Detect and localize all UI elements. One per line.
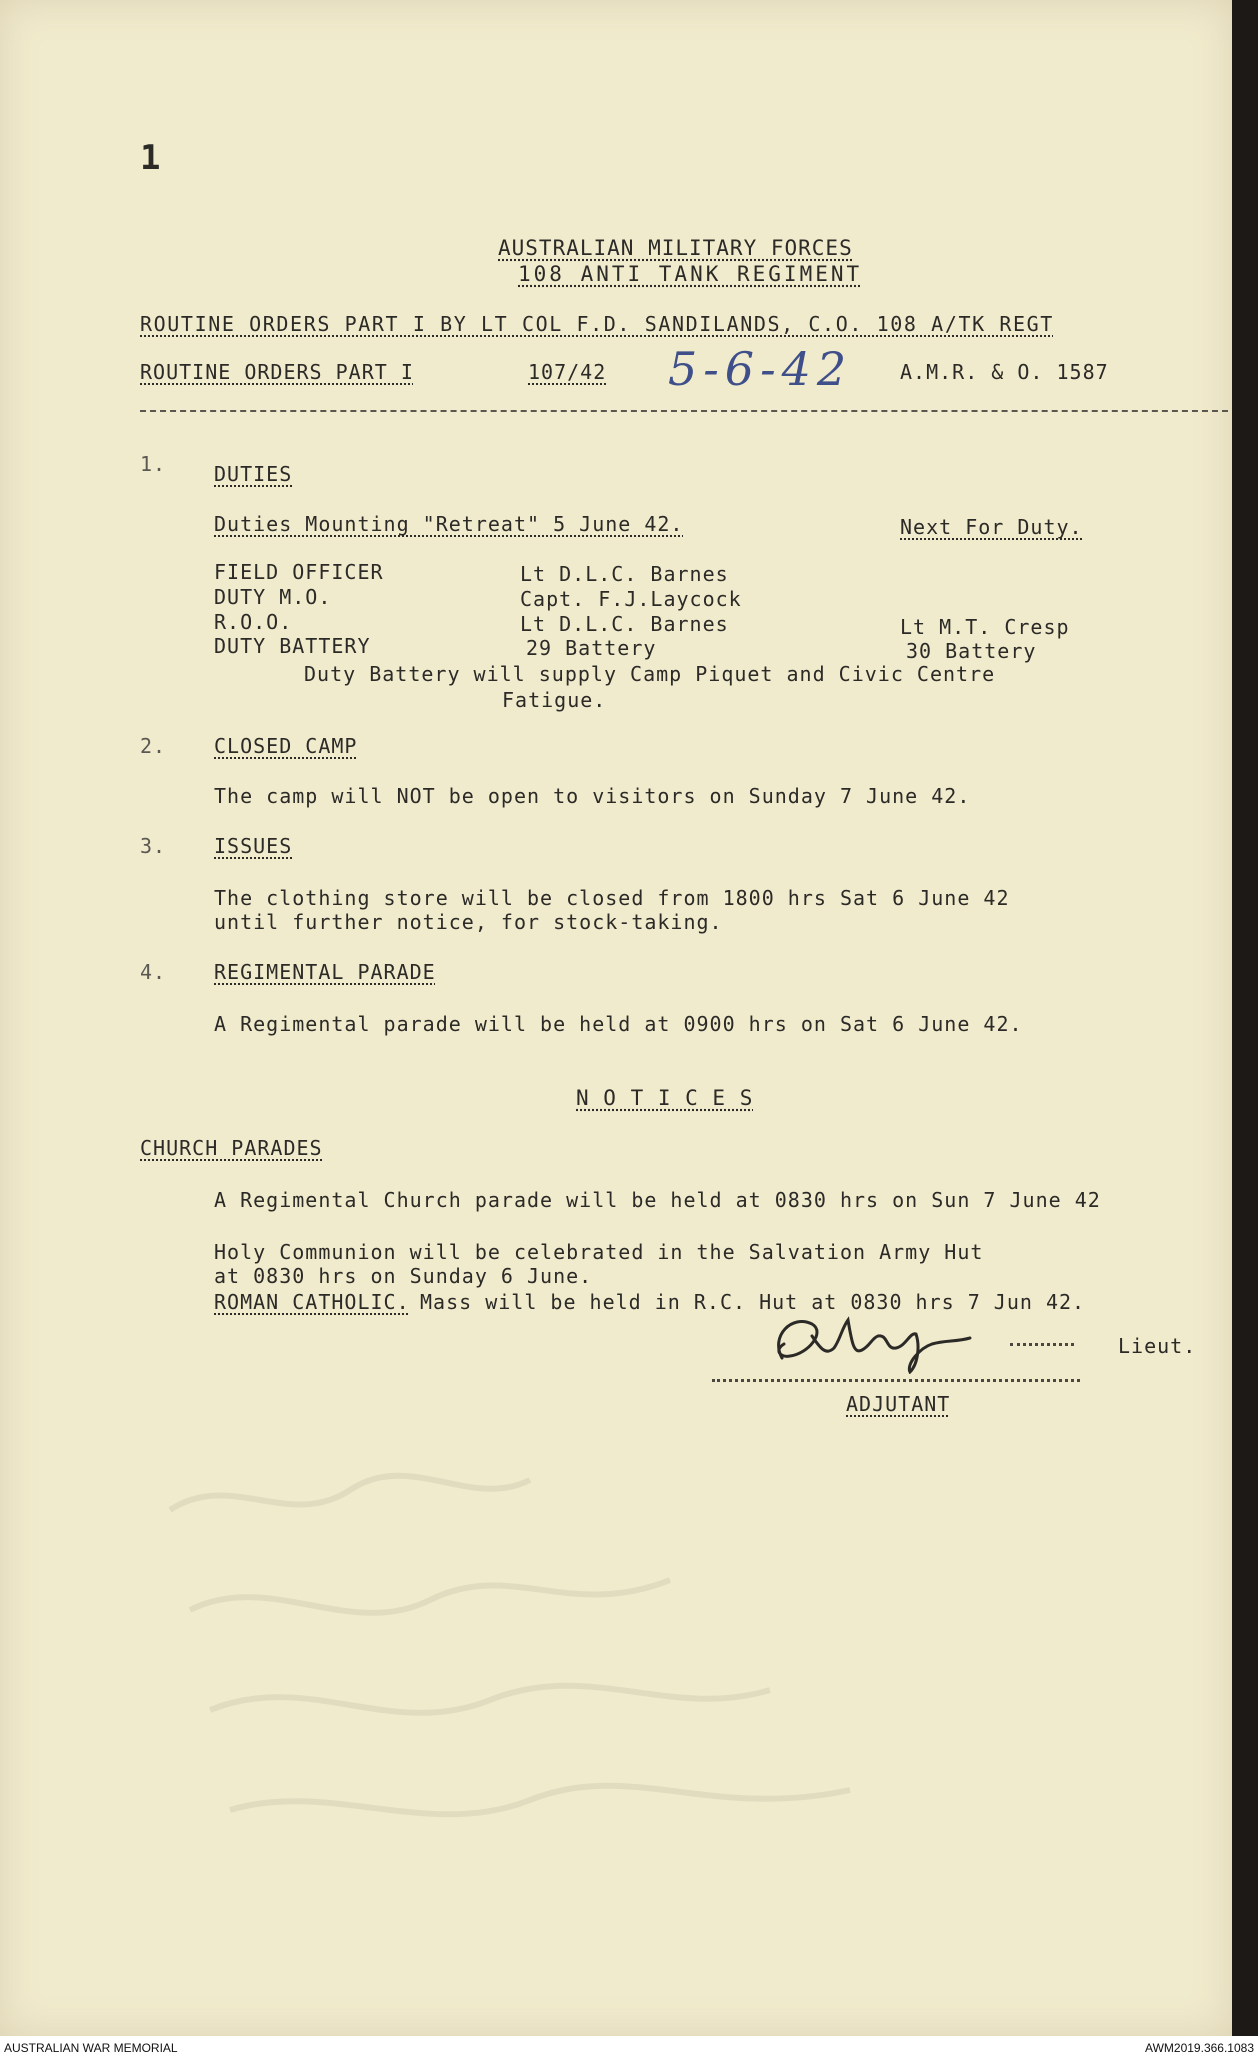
duty-row-role: DUTY BATTERY	[214, 634, 371, 658]
bleed-through-handwriting	[150, 1450, 950, 1970]
issues-text-line2: until further notice, for stock-taking.	[214, 910, 723, 934]
archive-footer	[0, 2036, 1258, 2061]
duty-row-current: Capt. F.J.Laycock	[520, 587, 742, 611]
issues-text-line1: The clothing store will be closed from 1800 hrs Sat 6 June 42	[214, 886, 1010, 910]
heading-forces: AUSTRALIAN MILITARY FORCES	[498, 236, 853, 260]
closed-camp-text: The camp will NOT be open to visitors on Sunday 7 June 42.	[214, 784, 971, 808]
footer-catalogue-id: AWM2019.366.1083	[1145, 2041, 1254, 2055]
routine-orders-part-line: ROUTINE ORDERS PART I	[140, 360, 414, 384]
duty-row-next: 30 Battery	[906, 639, 1037, 663]
section-4-title: REGIMENTAL PARADE	[214, 960, 436, 984]
signature-dotted-line	[712, 1379, 1080, 1382]
duty-row-current: Lt D.L.C. Barnes	[520, 562, 729, 586]
church-parade-text: A Regimental Church parade will be held at 0830 hrs on Sun 7 June 42	[214, 1188, 1101, 1212]
order-number: 107/42	[528, 360, 607, 384]
holy-communion-line1: Holy Communion will be celebrated in the Salvation Army Hut	[214, 1240, 984, 1264]
scan-edge	[1232, 0, 1258, 2036]
roman-catholic-text: Mass will be held in R.C. Hut at 0830 hrs 7 Jun 42.	[420, 1290, 1086, 1314]
heading-regiment: 108 ANTI TANK REGIMENT	[518, 262, 863, 286]
next-for-duty-label: Next For Duty.	[900, 515, 1083, 539]
section-2-title: CLOSED CAMP	[214, 734, 358, 758]
notices-heading: N O T I C E S	[576, 1086, 754, 1110]
regimental-parade-text: A Regimental parade will be held at 0900 hrs on Sat 6 June 42.	[214, 1012, 1023, 1036]
amr-reference: A.M.R. & O. 1587	[900, 360, 1109, 384]
roman-catholic-label: ROMAN CATHOLIC.	[214, 1290, 410, 1314]
signature-role: ADJUTANT	[846, 1392, 951, 1416]
church-parades-title: CHURCH PARADES	[140, 1136, 323, 1160]
routine-orders-by-line: ROUTINE ORDERS PART I BY LT COL F.D. SANDILANDS, C.O. 108 A/TK REGT	[140, 312, 1054, 336]
duty-row-current: Lt D.L.C. Barnes	[520, 612, 729, 636]
header-divider	[140, 410, 1228, 412]
duty-battery-note-cont: Fatigue.	[502, 688, 607, 712]
signature-dotted-line-upper	[1010, 1343, 1074, 1346]
duty-row-current: 29 Battery	[526, 636, 657, 660]
duty-row-role: R.O.O.	[214, 610, 293, 634]
handwritten-date: 5-6-42	[668, 342, 853, 396]
section-3-number: 3.	[140, 834, 167, 858]
corner-mark: 1	[140, 138, 162, 178]
holy-communion-line2: at 0830 hrs on Sunday 6 June.	[214, 1264, 593, 1288]
duties-mounting-line: Duties Mounting "Retreat" 5 June 42.	[214, 512, 684, 536]
section-1-number: 1.	[140, 452, 167, 476]
section-1-title: DUTIES	[214, 462, 293, 486]
duty-row-role: FIELD OFFICER	[214, 560, 384, 584]
duty-row-role: DUTY M.O.	[214, 585, 332, 609]
section-2-number: 2.	[140, 734, 167, 758]
duty-row-next: Lt M.T. Cresp	[900, 615, 1070, 639]
handwritten-signature	[760, 1306, 995, 1374]
duty-battery-note: Duty Battery will supply Camp Piquet and Civic Centre	[304, 662, 996, 686]
signature-rank: Lieut.	[1118, 1334, 1197, 1358]
section-3-title: ISSUES	[214, 834, 293, 858]
footer-institution: AUSTRALIAN WAR MEMORIAL	[4, 2041, 178, 2055]
section-4-number: 4.	[140, 960, 167, 984]
